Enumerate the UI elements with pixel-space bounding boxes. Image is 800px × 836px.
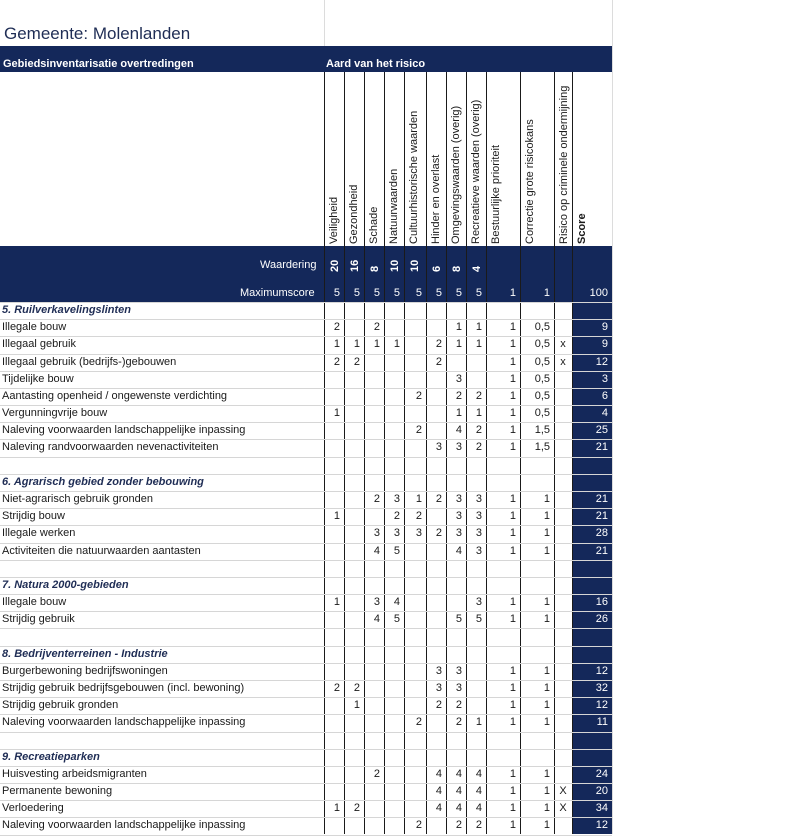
row-gridline	[0, 388, 612, 389]
value-cell: 1	[455, 321, 462, 334]
row-gridline	[0, 577, 612, 578]
value-cell: 1	[509, 424, 516, 437]
row-gridline	[0, 800, 612, 801]
value-cell: 1	[509, 544, 516, 557]
value-cell: 3	[475, 492, 482, 505]
value-cell: 2	[415, 389, 422, 402]
value-cell: 0,5	[534, 407, 550, 420]
column-border	[364, 72, 365, 834]
value-cell: 3	[435, 441, 442, 454]
value-cell: 3	[435, 664, 442, 677]
value-cell: 1	[543, 785, 550, 798]
value-cell: 4	[455, 802, 462, 815]
maximum-value: 5	[415, 287, 422, 299]
value-cell: 1	[543, 492, 550, 505]
value-cell: 1,5	[534, 424, 550, 437]
row-label: Naleving voorwaarden landschappelijke inpassing	[2, 819, 246, 832]
row-gridline	[0, 336, 612, 337]
row-gridline	[0, 319, 612, 320]
column-border	[344, 72, 345, 834]
column-header: Natuurwaarden	[388, 168, 400, 244]
value-cell: 1	[509, 338, 516, 351]
value-cell: 2	[455, 716, 462, 729]
value-cell: 1	[475, 407, 482, 420]
maximum-value: 100	[589, 287, 608, 299]
page-title: Gemeente: Molenlanden	[4, 24, 191, 43]
row-label: Aantasting openheid / ongewenste verdichting	[2, 389, 228, 402]
value-cell: 2	[415, 424, 422, 437]
value-cell: 1	[543, 596, 550, 609]
score-cell: 16	[595, 596, 608, 609]
header-risk-label: Aard van het risico	[326, 58, 426, 70]
column-border	[324, 72, 325, 834]
value-cell: 1	[509, 407, 516, 420]
value-cell: 1	[509, 510, 516, 523]
column-header: Recreatieve waarden (overig)	[470, 99, 482, 244]
section-heading: 6. Agrarisch gebied zonder bebouwing	[2, 475, 204, 488]
value-cell: 4	[393, 596, 400, 609]
row-label: Strijdig gebruik	[2, 613, 75, 626]
value-cell: 1	[509, 441, 516, 454]
value-cell: 1	[509, 664, 516, 677]
value-cell: 3	[393, 492, 400, 505]
section-heading: 7. Natura 2000-gebieden	[2, 578, 129, 591]
row-label: Illegale bouw	[2, 321, 67, 334]
score-cell: 6	[601, 389, 608, 402]
value-cell: 0,5	[534, 389, 550, 402]
value-cell: 1	[509, 785, 516, 798]
row-label: Illegale bouw	[2, 596, 67, 609]
value-cell: 2	[353, 681, 360, 694]
row-label: Illegaal gebruik	[2, 338, 76, 351]
value-cell: 0,5	[534, 321, 550, 334]
value-cell: 1	[509, 802, 516, 815]
value-cell: 1	[543, 716, 550, 729]
score-cell: 21	[595, 492, 608, 505]
value-cell: 2	[373, 767, 380, 780]
value-cell: x	[560, 355, 566, 368]
row-gridline	[0, 594, 612, 595]
maximum-value: 5	[435, 287, 442, 299]
maximum-value: 5	[475, 287, 482, 299]
value-cell: 1,5	[534, 441, 550, 454]
value-cell: 3	[455, 372, 462, 385]
row-label: Illegale werken	[2, 527, 76, 540]
value-cell: 1	[475, 321, 482, 334]
value-cell: 1	[543, 681, 550, 694]
value-cell: 0,5	[534, 372, 550, 385]
value-cell: 3	[455, 492, 462, 505]
value-cell: 4	[373, 544, 380, 557]
value-cell: x	[560, 338, 566, 351]
score-cell: 34	[595, 802, 608, 815]
row-label: Burgerbewoning bedrijfswoningen	[2, 664, 168, 677]
value-cell: 5	[393, 613, 400, 626]
gridline	[324, 0, 325, 46]
value-cell: 5	[393, 544, 400, 557]
value-cell: 3	[435, 681, 442, 694]
row-label: Naleving voorwaarden landschappelijke inpassing	[2, 424, 246, 437]
column-header: Correctie grote risicokans	[524, 119, 536, 244]
score-cell: 12	[595, 819, 608, 832]
value-cell: 2	[373, 321, 380, 334]
score-cell: 21	[595, 441, 608, 454]
row-gridline	[0, 611, 612, 612]
value-cell: 1	[543, 544, 550, 557]
score-cell: 26	[595, 613, 608, 626]
value-cell: 4	[455, 767, 462, 780]
score-cell: 4	[601, 407, 608, 420]
value-cell: 3	[455, 441, 462, 454]
value-cell: 2	[435, 492, 442, 505]
value-cell: 1	[509, 372, 516, 385]
waardering-value: 10	[409, 259, 421, 272]
column-header: Score	[576, 213, 588, 244]
value-cell: 2	[475, 424, 482, 437]
value-cell: 3	[393, 527, 400, 540]
value-cell: 1	[543, 664, 550, 677]
score-cell: 12	[595, 664, 608, 677]
value-cell: 1	[543, 510, 550, 523]
value-cell: 4	[435, 785, 442, 798]
value-cell: 4	[435, 802, 442, 815]
maximum-value: 5	[353, 287, 360, 299]
column-header: Schade	[368, 206, 380, 244]
row-label: Niet-agrarisch gebruik gronden	[2, 492, 154, 505]
score-cell: 12	[595, 699, 608, 712]
value-cell: 5	[455, 613, 462, 626]
value-cell: 5	[475, 613, 482, 626]
value-cell: 1	[333, 596, 340, 609]
score-cell: 9	[601, 321, 608, 334]
value-cell: 1	[543, 699, 550, 712]
score-cell: 12	[595, 355, 608, 368]
value-cell: 3	[475, 527, 482, 540]
row-gridline	[0, 817, 612, 818]
row-label: Vergunningvrije bouw	[2, 407, 108, 420]
value-cell: 1	[455, 407, 462, 420]
value-cell: 2	[435, 338, 442, 351]
value-cell: 1	[509, 596, 516, 609]
value-cell: 1	[509, 613, 516, 626]
waardering-value: 6	[431, 265, 443, 272]
value-cell: 1	[509, 527, 516, 540]
value-cell: 1	[543, 819, 550, 832]
value-cell: 1	[509, 355, 516, 368]
value-cell: 4	[455, 785, 462, 798]
section-heading: 5. Ruilverkavelingslinten	[2, 304, 131, 316]
row-gridline	[0, 439, 612, 440]
value-cell: 1	[353, 699, 360, 712]
column-header: Veiligheid	[328, 196, 340, 244]
value-cell: 4	[455, 424, 462, 437]
waardering-value: 8	[369, 265, 381, 272]
row-label: Strijdig gebruik bedrijfsgebouwen (incl. bewoning)	[2, 681, 245, 694]
value-cell: 1	[333, 338, 340, 351]
row-label: Verloedering	[2, 802, 64, 815]
row-gridline	[0, 491, 612, 492]
row-label: Huisvesting arbeidsmigranten	[2, 767, 147, 780]
row-gridline	[0, 732, 612, 733]
value-cell: 1	[333, 802, 340, 815]
value-cell: 4	[373, 613, 380, 626]
row-gridline	[0, 525, 612, 526]
value-cell: 0,5	[534, 355, 550, 368]
value-cell: 1	[509, 819, 516, 832]
value-cell: 2	[475, 819, 482, 832]
value-cell: 1	[393, 338, 400, 351]
value-cell: 3	[455, 527, 462, 540]
row-label: Activiteiten die natuurwaarden aantasten	[2, 544, 201, 557]
row-gridline	[0, 508, 612, 509]
column-header: Bestuurlijke prioriteit	[490, 144, 502, 244]
score-cell: 3	[601, 372, 608, 385]
value-cell: 1	[543, 527, 550, 540]
section-heading: 8. Bedrijventerreinen - Industrie	[2, 647, 168, 660]
value-cell: 2	[373, 492, 380, 505]
column-border	[554, 72, 555, 834]
value-cell: 2	[415, 716, 422, 729]
value-cell: 4	[475, 785, 482, 798]
value-cell: 1	[543, 802, 550, 815]
score-cell: 20	[595, 785, 608, 798]
value-cell: 3	[415, 527, 422, 540]
value-cell: 1	[509, 321, 516, 334]
value-cell: 1	[333, 407, 340, 420]
value-cell: 2	[333, 681, 340, 694]
value-cell: 1	[475, 716, 482, 729]
value-cell: 2	[333, 355, 340, 368]
maximum-value: 5	[455, 287, 462, 299]
row-label: Tijdelijke bouw	[2, 372, 74, 385]
value-cell: 2	[415, 819, 422, 832]
row-gridline	[0, 457, 612, 458]
value-cell: 4	[475, 802, 482, 815]
row-label: Permanente bewoning	[2, 785, 113, 798]
value-cell: 4	[475, 767, 482, 780]
section-heading: 9. Recreatieparken	[2, 750, 100, 763]
row-gridline	[0, 628, 612, 629]
value-cell: 2	[353, 355, 360, 368]
row-label: Naleving voorwaarden landschappelijke inpassing	[2, 716, 246, 729]
value-cell: 1	[475, 338, 482, 351]
value-cell: 2	[393, 510, 400, 523]
value-cell: 1	[415, 492, 422, 505]
value-cell: 1	[509, 767, 516, 780]
row-gridline	[0, 766, 612, 767]
maximum-value: 5	[393, 287, 400, 299]
score-cell: 9	[601, 338, 608, 351]
maximum-value: 5	[333, 287, 340, 299]
value-cell: 2	[455, 819, 462, 832]
maximum-value: 5	[373, 287, 380, 299]
value-cell: 3	[455, 664, 462, 677]
score-cell: 25	[595, 424, 608, 437]
value-cell: 2	[353, 802, 360, 815]
row-gridline	[0, 697, 612, 698]
value-cell: 2	[455, 389, 462, 402]
column-header: Cultuurhistorische waarden	[408, 110, 420, 244]
row-gridline	[0, 714, 612, 715]
column-border	[384, 72, 385, 834]
value-cell: 3	[373, 596, 380, 609]
value-cell: 2	[475, 441, 482, 454]
gridline	[612, 0, 613, 834]
value-cell: 3	[475, 510, 482, 523]
header-left-label: Gebiedsinventarisatie overtredingen	[3, 58, 194, 70]
score-cell: 21	[595, 510, 608, 523]
value-cell: 2	[475, 389, 482, 402]
value-cell: 1	[509, 681, 516, 694]
column-header: Hinder en overlast	[430, 154, 442, 244]
value-cell: X	[559, 785, 567, 798]
value-cell: 1	[333, 510, 340, 523]
row-gridline	[0, 560, 612, 561]
row-gridline	[0, 302, 612, 303]
value-cell: 1	[509, 389, 516, 402]
value-cell: 1	[543, 767, 550, 780]
waardering-value: 20	[329, 259, 341, 272]
score-cell: 32	[595, 681, 608, 694]
value-cell: 0,5	[534, 338, 550, 351]
value-cell: 3	[455, 681, 462, 694]
waardering-value: 16	[349, 259, 361, 272]
value-cell: 1	[373, 338, 380, 351]
row-gridline	[0, 783, 612, 784]
value-cell: 4	[455, 544, 462, 557]
row-gridline	[0, 680, 612, 681]
maximum-label: Maximumscore	[240, 287, 315, 299]
value-cell: 3	[475, 596, 482, 609]
value-cell: 1	[543, 613, 550, 626]
score-cell: 28	[595, 527, 608, 540]
value-cell: 2	[333, 321, 340, 334]
value-cell: X	[559, 802, 567, 815]
maximum-value: 1	[543, 287, 550, 299]
score-cell: 11	[596, 716, 608, 729]
value-cell: 4	[435, 767, 442, 780]
waardering-value: 4	[471, 265, 483, 272]
score-cell: 24	[595, 767, 608, 780]
value-cell: 3	[455, 510, 462, 523]
waardering-value: 8	[451, 265, 463, 272]
value-cell: 2	[435, 355, 442, 368]
value-cell: 1	[509, 492, 516, 505]
row-label: Illegaal gebruik (bedrijfs-)gebouwen	[2, 355, 177, 368]
column-header: Omgevingswaarden (overig)	[450, 105, 462, 244]
row-label: Strijdig bouw	[2, 510, 65, 523]
row-label: Strijdig gebruik gronden	[2, 699, 119, 712]
waardering-label: Waardering	[260, 259, 317, 271]
row-gridline	[0, 422, 612, 423]
value-cell: 2	[435, 699, 442, 712]
value-cell: 2	[435, 527, 442, 540]
score-cell: 21	[595, 544, 608, 557]
value-cell: 1	[509, 699, 516, 712]
value-cell: 1	[509, 716, 516, 729]
waardering-value: 10	[389, 259, 401, 272]
column-header: Risico op criminele ondermijning	[558, 85, 570, 244]
value-cell: 2	[455, 699, 462, 712]
value-cell: 2	[415, 510, 422, 523]
value-cell: 3	[475, 544, 482, 557]
row-gridline	[0, 405, 612, 406]
column-header: Gezondheid	[348, 184, 360, 244]
value-cell: 1	[353, 338, 360, 351]
value-cell: 3	[373, 527, 380, 540]
maximum-value: 1	[509, 287, 516, 299]
row-label: Naleving randvoorwaarden nevenactiviteiten	[2, 441, 219, 454]
value-cell: 1	[455, 338, 462, 351]
